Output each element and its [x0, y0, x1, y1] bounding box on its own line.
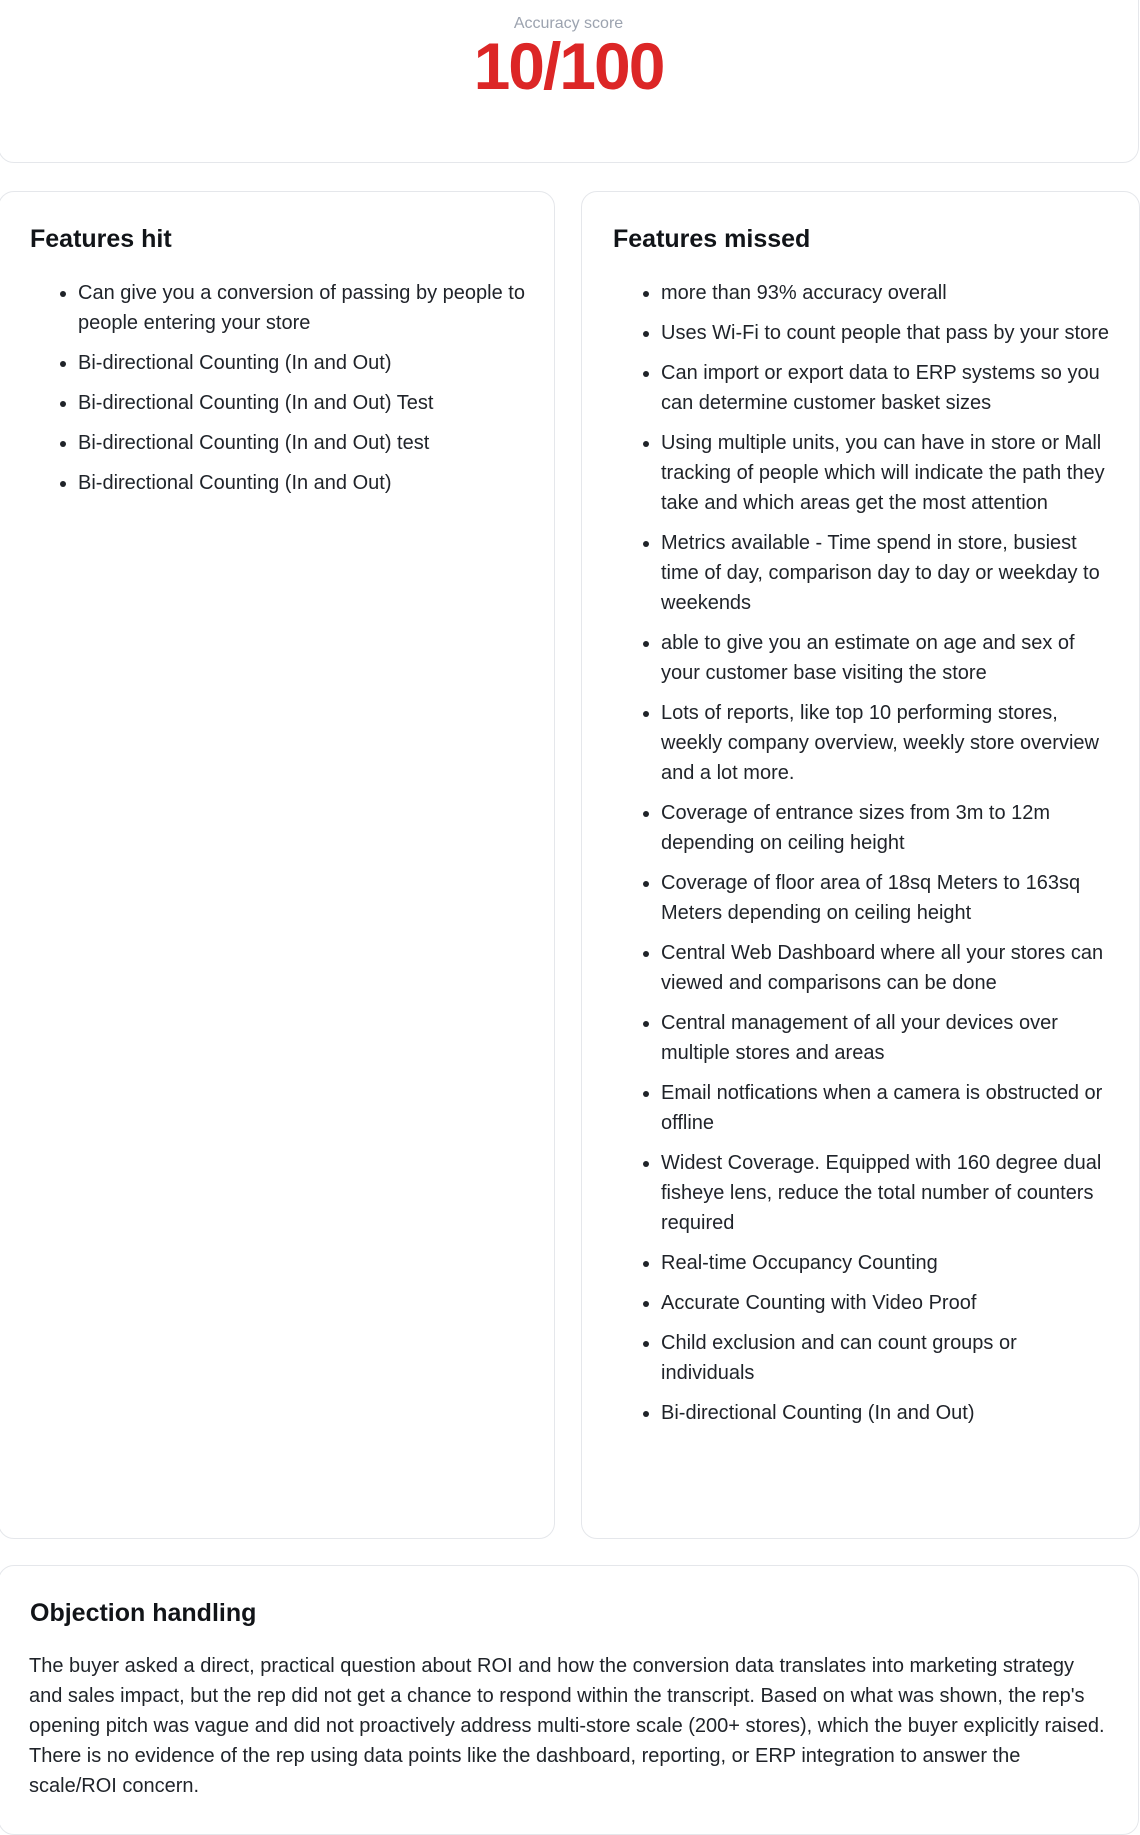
- feature-missed-item: • able to give you an estimate on age and sex of your customer base visiting the store: [661, 628, 1115, 688]
- features-hit-list: [30, 278, 530, 508]
- feature-missed-item: • Child exclusion and can count groups or individuals: [661, 1328, 1115, 1388]
- accuracy-score-card: [0, 0, 1139, 163]
- feature-missed-item: • Accurate Counting with Video Proof: [661, 1288, 1115, 1318]
- accuracy-score-value: 10/100: [473, 29, 664, 103]
- feature-hit-item: • Bi-directional Counting (In and Out) Test: [78, 388, 530, 418]
- features-hit-card: [0, 191, 555, 1539]
- accuracy-score-label: Accuracy score: [513, 15, 624, 32]
- feature-missed-item: • Metrics available - Time spend in store, busiest time of day, comparison day to day or weekday to weekends: [661, 528, 1115, 618]
- feature-missed-item: • Bi-directional Counting (In and Out): [661, 1398, 1115, 1428]
- features-hit-title: Features hit: [30, 225, 172, 253]
- objection-handling-card: [0, 1565, 1139, 1835]
- feature-hit-item: • Bi-directional Counting (In and Out) test: [78, 428, 530, 458]
- feature-hit-item: • Bi-directional Counting (In and Out): [78, 348, 530, 378]
- feature-missed-item: • Email notfications when a camera is obstructed or offline: [661, 1078, 1115, 1138]
- feature-hit-item: • Bi-directional Counting (In and Out): [78, 468, 530, 498]
- feature-hit-item: • Can give you a conversion of passing by people to people entering your store: [78, 278, 530, 338]
- objection-handling-title: Objection handling: [30, 1599, 257, 1627]
- feature-missed-item: • Widest Coverage. Equipped with 160 degree dual fisheye lens, reduce the total number of counters required: [661, 1148, 1115, 1238]
- features-missed-list: [613, 278, 1115, 1438]
- feature-missed-item: • Central management of all your devices over multiple stores and areas: [661, 1008, 1115, 1068]
- feature-missed-item: • Lots of reports, like top 10 performing stores, weekly company overview, weekly store overview and a lot more.: [661, 698, 1115, 788]
- feature-missed-item: • Coverage of floor area of 18sq Meters to 163sq Meters depending on ceiling height: [661, 868, 1115, 928]
- feature-missed-item: • Central Web Dashboard where all your stores can viewed and comparisons can be done: [661, 938, 1115, 998]
- objection-handling-text: The buyer asked a direct, practical question about ROI and how the conversion data translates into marketing strategy and sales impact, but the rep did not get a chance to respond within the transcript. Based on what was shown, the rep's opening pitch was vague and did not proactively address multi-store scale (200+ stores), which the buyer explicitly raised. There is no evidence of the rep using data points like the dashboard, reporting, or ERP integration to answer the scale/ROI concern.: [29, 1655, 1105, 1797]
- feature-missed-item: • Coverage of entrance sizes from 3m to 12m depending on ceiling height: [661, 798, 1115, 858]
- features-missed-card: [581, 191, 1140, 1539]
- feature-missed-item: • Real-time Occupancy Counting: [661, 1248, 1115, 1278]
- feature-missed-item: • more than 93% accuracy overall: [661, 278, 1115, 308]
- feature-missed-item: • Uses Wi-Fi to count people that pass by your store: [661, 318, 1115, 348]
- feature-missed-item: • Can import or export data to ERP systems so you can determine customer basket sizes: [661, 358, 1115, 418]
- features-missed-title: Features missed: [613, 225, 811, 253]
- feature-missed-item: • Using multiple units, you can have in store or Mall tracking of people which will indicate the path they take and which areas get the most attention: [661, 428, 1115, 518]
